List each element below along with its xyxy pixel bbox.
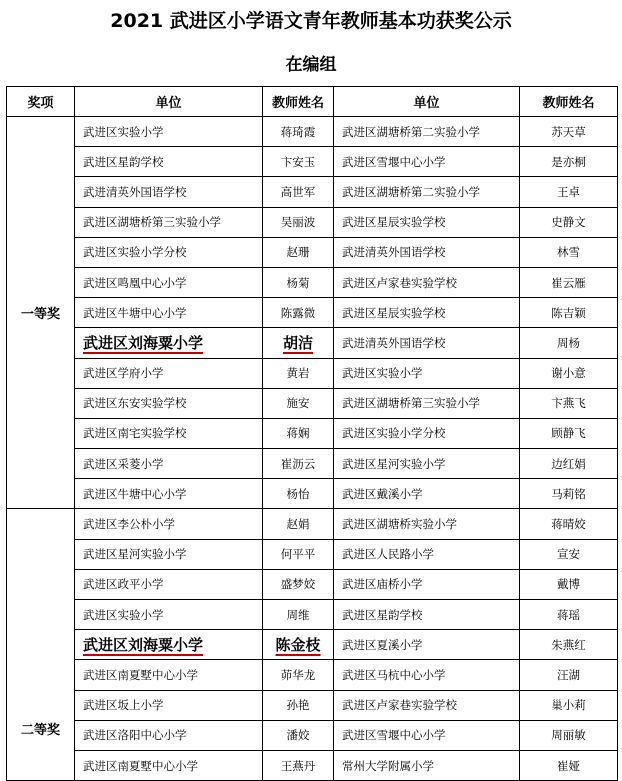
teacher-name-left [263,600,334,630]
teacher-name-text: 黄岩 [286,366,310,381]
table-row [7,117,618,147]
unit-left [75,267,263,297]
teacher-name-text: 吴丽波 [280,215,316,230]
teacher-name-text: 杨怡 [286,486,310,501]
unit-text: 武进区牛塘中心小学 [83,486,187,501]
teacher-name-right [520,147,618,177]
unit-left [75,298,263,328]
unit-right [334,539,520,569]
unit-left [75,358,263,388]
table-body [7,117,618,781]
unit-text: 武进区南夏墅中心小学 [83,758,198,773]
teacher-name-right [520,358,618,388]
unit-text: 武进区实验小学分校 [83,245,187,260]
teacher-name-right [520,660,618,690]
teacher-name-left [263,298,334,328]
teacher-name-right [520,117,618,147]
unit-text: 武进区星韵学校 [83,154,164,169]
teacher-name-left [263,569,334,599]
teacher-name-text: 宣安 [557,547,580,562]
unit-text: 武进区星河实验小学 [83,547,187,562]
table-row [7,449,618,479]
unit-text: 武进区雪堰中心小学 [342,154,446,169]
teacher-name-text: 卞燕飞 [551,396,586,411]
table-row [7,750,618,780]
teacher-name-text: 赵珊 [286,245,310,260]
unit-text: 武进区刘海粟小学 [83,636,204,655]
unit-left [75,117,263,147]
teacher-name-text: 孙艳 [286,698,310,713]
teacher-name-text: 何平平 [280,547,316,562]
teacher-name-left [263,449,334,479]
unit-right [334,298,520,328]
teacher-name-left [263,418,334,448]
table-row [7,298,618,328]
award-table [6,86,618,781]
teacher-name-text: 朱燕红 [551,637,586,652]
teacher-name-left [263,147,334,177]
teacher-name-right [520,298,618,328]
teacher-name-text: 王燕丹 [280,758,316,773]
teacher-name-left [263,267,334,297]
table-row [7,328,618,358]
teacher-name-right [520,600,618,630]
teacher-name-text: 周维 [286,607,310,622]
teacher-name-text: 卞安玉 [280,154,316,169]
unit-right [334,388,520,418]
teacher-name-text: 施安 [286,396,310,411]
teacher-name-text: 盛梦姣 [280,577,316,592]
unit-left [75,539,263,569]
table-row [7,237,618,267]
teacher-name-text: 杨菊 [286,275,310,290]
teacher-name-right [520,449,618,479]
unit-left [75,750,263,780]
unit-text: 武进区湖塘桥第二实验小学 [342,184,480,199]
unit-right [334,569,520,599]
unit-text: 武进区南宅实验学校 [83,426,187,441]
teacher-name-right [520,267,618,297]
unit-left [75,600,263,630]
unit-text: 武进区星辰实验学校 [342,305,446,320]
teacher-name-text: 潘姣 [286,728,310,743]
unit-text: 武进区卢家巷实验学校 [342,275,457,290]
table-row [7,690,618,720]
unit-right [334,358,520,388]
unit-left [75,237,263,267]
header-unit-left: 单位 [75,87,263,117]
unit-right [334,690,520,720]
teacher-name-text: 陈金枝 [275,636,321,655]
page-subtitle: 在编组 [285,55,337,75]
unit-left [75,418,263,448]
unit-right [334,237,520,267]
table-row [7,267,618,297]
teacher-name-left [263,237,334,267]
unit-left [75,660,263,690]
table-row [7,147,618,177]
unit-text: 武进区学府小学 [83,366,164,381]
unit-text: 武进区星河实验小学 [342,456,446,471]
teacher-name-right [520,720,618,750]
unit-text: 武进区牛塘中心小学 [83,305,187,320]
unit-left [75,388,263,418]
teacher-name-text: 周丽敏 [551,728,586,743]
teacher-name-text: 蒋娴 [286,426,310,441]
teacher-name-text: 蒋瑶 [557,607,580,622]
unit-text: 武进区李公朴小学 [83,517,175,532]
teacher-name-text: 崔娅 [557,758,580,773]
unit-left [75,177,263,207]
unit-left [75,147,263,177]
unit-left [75,690,263,720]
unit-left [75,630,263,660]
teacher-name-text: 茆华龙 [280,667,316,682]
header-unit-right: 单位 [334,87,520,117]
teacher-name-left [263,388,334,418]
award-level-cell: 二等奖 [7,509,75,781]
teacher-name-left [263,328,334,358]
unit-text: 武进区实验小学 [83,124,164,139]
teacher-name-right [520,418,618,448]
unit-text: 武进区星辰实验学校 [342,215,446,230]
teacher-name-left [263,720,334,750]
unit-left [75,328,263,358]
unit-left [75,720,263,750]
unit-right [334,660,520,690]
unit-right [334,117,520,147]
table-header-row [7,87,618,117]
unit-left [75,509,263,539]
teacher-name-text: 巢小莉 [551,698,586,713]
teacher-name-left [263,539,334,569]
unit-right [334,418,520,448]
teacher-name-left [263,177,334,207]
award-level-cell: 一等奖 [7,117,75,509]
unit-right [334,147,520,177]
teacher-name-text: 高世军 [280,184,316,199]
teacher-name-right [520,388,618,418]
unit-left [75,569,263,599]
unit-text: 武进区雪堰中心小学 [342,728,446,743]
table-row [7,207,618,237]
teacher-name-left [263,358,334,388]
teacher-name-text: 史静文 [551,215,586,230]
table-row [7,358,618,388]
table-row [7,630,618,660]
teacher-name-right [520,690,618,720]
unit-text: 常州大学附属小学 [342,758,434,773]
teacher-name-left [263,750,334,780]
unit-right [334,479,520,509]
unit-text: 武进区鸣凰中心小学 [83,275,187,290]
unit-text: 武进区采菱小学 [83,456,164,471]
table-row [7,569,618,599]
teacher-name-text: 赵娟 [286,517,310,532]
header-teacher-left: 教师姓名 [263,87,334,117]
unit-text: 武进区政平小学 [83,577,164,592]
unit-right [334,449,520,479]
table-row [7,177,618,207]
teacher-name-right [520,509,618,539]
table-row [7,509,618,539]
unit-text: 武进区南夏墅中心小学 [83,667,198,682]
table-row [7,418,618,448]
teacher-name-right [520,328,618,358]
teacher-name-text: 苏天草 [551,124,586,139]
unit-text: 武进区庙桥小学 [342,577,423,592]
unit-right [334,328,520,358]
unit-right [334,720,520,750]
unit-text: 武进区实验小学分校 [342,426,446,441]
teacher-name-text: 汪湖 [557,667,580,682]
teacher-name-text: 蒋琦霞 [280,124,316,139]
unit-text: 武进清英外国语学校 [342,245,446,260]
teacher-name-text: 周杨 [557,335,580,350]
unit-text: 武进区卢家巷实验学校 [342,698,457,713]
unit-text: 武进清英外国语学校 [342,335,446,350]
teacher-name-right [520,479,618,509]
unit-right [334,267,520,297]
teacher-name-text: 边红娟 [551,456,586,471]
table-row [7,479,618,509]
table-row [7,720,618,750]
teacher-name-left [263,690,334,720]
unit-text: 武进区湖塘桥第三实验小学 [83,215,221,230]
unit-left [75,479,263,509]
unit-text: 武进区东安实验学校 [83,396,187,411]
unit-text: 武进区夏溪小学 [342,637,423,652]
teacher-name-left [263,117,334,147]
teacher-name-right [520,207,618,237]
teacher-name-right [520,177,618,207]
teacher-name-right [520,237,618,267]
unit-text: 武进区刘海粟小学 [83,334,204,353]
teacher-name-text: 陈吉颖 [551,305,586,320]
teacher-name-right [520,750,618,780]
teacher-name-text: 戴博 [557,577,580,592]
unit-right [334,600,520,630]
teacher-name-right [520,569,618,599]
unit-left [75,207,263,237]
unit-text: 武进区马杭中心小学 [342,667,446,682]
unit-text: 武进区湖塘桥实验小学 [342,517,457,532]
unit-text: 武进区戴溪小学 [342,486,423,501]
teacher-name-right [520,630,618,660]
teacher-name-text: 王卓 [557,184,580,199]
teacher-name-left [263,479,334,509]
teacher-name-text: 胡洁 [282,334,313,353]
unit-text: 武进区坂上小学 [83,698,164,713]
teacher-name-left [263,207,334,237]
page-title: 2021 武进区小学语文青年教师基本功获奖公示 [110,10,512,32]
table-row [7,539,618,569]
teacher-name-left [263,630,334,660]
table-row [7,660,618,690]
unit-right [334,750,520,780]
unit-text: 武进区实验小学 [342,366,423,381]
unit-text: 武进区洛阳中心小学 [83,728,187,743]
header-award: 奖项 [7,87,75,117]
unit-right [334,177,520,207]
teacher-name-text: 是亦桐 [551,154,586,169]
unit-left [75,449,263,479]
teacher-name-text: 顾静飞 [551,426,586,441]
unit-text: 武进区实验小学 [83,607,164,622]
table-row [7,388,618,418]
unit-text: 武进清英外国语学校 [83,184,187,199]
teacher-name-left [263,509,334,539]
unit-text: 武进区湖塘桥第三实验小学 [342,396,480,411]
teacher-name-text: 崔云雁 [551,275,586,290]
unit-text: 武进区湖塘桥第二实验小学 [342,124,480,139]
unit-text: 武进区星韵学校 [342,607,423,622]
teacher-name-text: 蒋晴姣 [551,517,586,532]
header-teacher-right: 教师姓名 [520,87,618,117]
unit-right [334,630,520,660]
table-row [7,600,618,630]
teacher-name-text: 陈露微 [280,305,316,320]
unit-right [334,509,520,539]
teacher-name-text: 崔沥云 [280,456,316,471]
teacher-name-left [263,660,334,690]
unit-text: 武进区人民路小学 [342,547,434,562]
unit-right [334,207,520,237]
teacher-name-text: 马莉铭 [551,486,586,501]
teacher-name-text: 谢小意 [551,366,586,381]
teacher-name-right [520,539,618,569]
teacher-name-text: 林雪 [557,245,580,260]
